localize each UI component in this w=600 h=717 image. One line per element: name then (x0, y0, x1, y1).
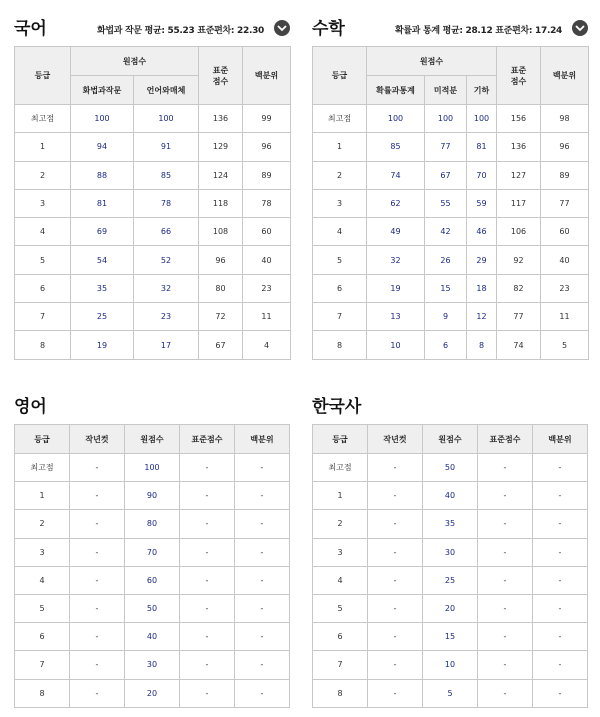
cell-raw-sub3: 46 (467, 218, 497, 246)
history-panel (312, 388, 588, 708)
cell-grade: 4 (313, 566, 368, 594)
cell-std: - (478, 623, 533, 651)
cell-std: 156 (497, 105, 541, 133)
table-row (15, 274, 291, 302)
cell-raw-sub1: 19 (367, 274, 425, 302)
table-row (313, 303, 589, 331)
cell-raw: 80 (125, 510, 180, 538)
english-table (14, 424, 290, 708)
cell-raw-sub1: 19 (71, 331, 134, 359)
cell-cut: - (70, 679, 125, 707)
math-header (312, 10, 588, 46)
cell-pct: - (235, 679, 290, 707)
chevron-down-icon[interactable] (274, 20, 290, 36)
cell-pct: - (235, 651, 290, 679)
cell-raw: 60 (125, 566, 180, 594)
cell-raw: 40 (423, 482, 478, 510)
cell-pct: - (235, 510, 290, 538)
cell-std: 77 (497, 303, 541, 331)
table-row (313, 331, 589, 359)
table-row (15, 623, 290, 651)
cell-raw-sub2: 55 (425, 189, 467, 217)
cell-raw-sub1: 35 (71, 274, 134, 302)
cell-std: 96 (199, 246, 243, 274)
cell-raw-sub1: 32 (367, 246, 425, 274)
cell-pct: - (533, 566, 588, 594)
cell-std: - (478, 679, 533, 707)
header-sub2: 미적분 (425, 76, 467, 105)
cell-raw-sub3: 100 (467, 105, 497, 133)
cell-raw: 35 (423, 510, 478, 538)
cell-std: 82 (497, 274, 541, 302)
cell-raw-sub2: 32 (134, 274, 199, 302)
cell-cut: - (368, 679, 423, 707)
cell-std: 72 (199, 303, 243, 331)
table-row (313, 482, 588, 510)
header-pct: 백분위 (541, 47, 589, 105)
header-pct: 백분위 (235, 425, 290, 454)
cell-std: 136 (497, 133, 541, 161)
table-row (15, 482, 290, 510)
cell-pct: - (533, 679, 588, 707)
cell-pct: - (235, 566, 290, 594)
cell-raw-sub1: 62 (367, 189, 425, 217)
history-title: 한국사 (312, 397, 362, 417)
cell-pct: - (533, 651, 588, 679)
cell-raw-sub3: 70 (467, 161, 497, 189)
cell-raw-sub1: 100 (367, 105, 425, 133)
table-row (15, 454, 290, 482)
cell-grade: 6 (15, 623, 70, 651)
table-row (313, 679, 588, 707)
cell-grade: 3 (313, 538, 368, 566)
math-table (312, 46, 589, 360)
cell-std: - (180, 538, 235, 566)
header-sub3: 기하 (467, 76, 497, 105)
cell-raw-sub1: 25 (71, 303, 134, 331)
cell-grade: 최고점 (313, 454, 368, 482)
cell-grade: 8 (313, 331, 367, 359)
cell-std: - (478, 566, 533, 594)
cell-pct: - (235, 454, 290, 482)
table-row (15, 246, 291, 274)
cell-grade: 2 (15, 510, 70, 538)
header-raw: 원점수 (423, 425, 478, 454)
cell-raw: 15 (423, 623, 478, 651)
chevron-down-icon[interactable] (572, 20, 588, 36)
cell-raw-sub1: 54 (71, 246, 134, 274)
cell-pct: - (533, 510, 588, 538)
cell-raw-sub2: 52 (134, 246, 199, 274)
cell-pct: 99 (243, 105, 291, 133)
cell-pct: - (235, 623, 290, 651)
cell-cut: - (70, 538, 125, 566)
cell-raw-sub2: 91 (134, 133, 199, 161)
header-grade: 등급 (15, 47, 71, 105)
cell-pct: - (533, 623, 588, 651)
cell-grade: 7 (15, 303, 71, 331)
cell-cut: - (368, 566, 423, 594)
cell-std: 108 (199, 218, 243, 246)
cell-grade: 1 (15, 482, 70, 510)
cell-std: - (478, 651, 533, 679)
cell-grade: 6 (313, 274, 367, 302)
cell-raw-sub3: 12 (467, 303, 497, 331)
cell-grade: 2 (15, 161, 71, 189)
table-row (313, 274, 589, 302)
table-row (313, 538, 588, 566)
cell-raw-sub2: 15 (425, 274, 467, 302)
cell-grade: 3 (313, 189, 367, 217)
cell-std: - (180, 679, 235, 707)
cell-raw: 10 (423, 651, 478, 679)
cell-std: 124 (199, 161, 243, 189)
table-row (15, 538, 290, 566)
cell-raw: 30 (423, 538, 478, 566)
table-row (15, 189, 291, 217)
cell-grade: 8 (15, 679, 70, 707)
cell-pct: 96 (541, 133, 589, 161)
cell-raw-sub2: 9 (425, 303, 467, 331)
cell-grade: 6 (15, 274, 71, 302)
cell-pct: 77 (541, 189, 589, 217)
cell-raw: 100 (125, 454, 180, 482)
cell-std: 106 (497, 218, 541, 246)
cell-cut: - (368, 482, 423, 510)
cell-raw: 70 (125, 538, 180, 566)
english-panel (14, 388, 290, 708)
cell-grade: 6 (313, 623, 368, 651)
table-row (313, 133, 589, 161)
cell-grade: 5 (313, 594, 368, 622)
header-std: 표준 점수 (497, 47, 541, 105)
cell-raw: 5 (423, 679, 478, 707)
math-title: 수학 (312, 19, 345, 39)
cell-pct: - (533, 594, 588, 622)
cell-grade: 7 (313, 651, 368, 679)
cell-grade: 3 (15, 189, 71, 217)
cell-raw-sub2: 23 (134, 303, 199, 331)
cell-raw-sub2: 85 (134, 161, 199, 189)
cell-raw: 25 (423, 566, 478, 594)
cell-grade: 7 (313, 303, 367, 331)
cell-std: - (180, 510, 235, 538)
cell-grade: 8 (15, 331, 71, 359)
korean-stats: 화법과 작문 평균: 55.23 표준편차: 22.30 (96, 26, 264, 36)
cell-std: 80 (199, 274, 243, 302)
cell-grade: 8 (313, 679, 368, 707)
cell-raw-sub3: 29 (467, 246, 497, 274)
cell-raw: 50 (423, 454, 478, 482)
cell-cut: - (70, 651, 125, 679)
cell-pct: - (235, 594, 290, 622)
cell-std: - (180, 594, 235, 622)
history-header (312, 388, 588, 424)
cell-raw: 90 (125, 482, 180, 510)
cell-std: - (478, 454, 533, 482)
table-row (313, 623, 588, 651)
header-sub1: 확률과통계 (367, 76, 425, 105)
cell-grade: 최고점 (15, 105, 71, 133)
cell-pct: 5 (541, 331, 589, 359)
cell-pct: - (235, 538, 290, 566)
cell-pct: 98 (541, 105, 589, 133)
english-title: 영어 (14, 397, 47, 417)
cell-cut: - (70, 623, 125, 651)
cell-pct: 78 (243, 189, 291, 217)
cell-pct: 96 (243, 133, 291, 161)
korean-header (14, 10, 290, 46)
table-row (15, 331, 291, 359)
cell-raw-sub2: 67 (425, 161, 467, 189)
header-grade: 등급 (313, 47, 367, 105)
cell-std: 129 (199, 133, 243, 161)
cell-cut: - (368, 594, 423, 622)
table-row (15, 594, 290, 622)
header-grade: 등급 (313, 425, 368, 454)
cell-std: - (180, 454, 235, 482)
cell-std: 118 (199, 189, 243, 217)
cell-std: 127 (497, 161, 541, 189)
cell-grade: 3 (15, 538, 70, 566)
cell-pct: 40 (243, 246, 291, 274)
cell-std: - (478, 482, 533, 510)
cell-raw-sub2: 100 (134, 105, 199, 133)
table-row (15, 218, 291, 246)
cell-pct: 23 (243, 274, 291, 302)
table-row (15, 651, 290, 679)
cell-cut: - (70, 594, 125, 622)
cell-grade: 5 (15, 246, 71, 274)
header-sub2: 언어와매체 (134, 76, 199, 105)
cell-cut: - (70, 454, 125, 482)
cell-grade: 5 (313, 246, 367, 274)
cell-pct: - (533, 482, 588, 510)
header-cut: 작년컷 (368, 425, 423, 454)
header-std: 표준점수 (478, 425, 533, 454)
cell-cut: - (70, 566, 125, 594)
korean-title: 국어 (14, 19, 47, 39)
cell-pct: - (235, 482, 290, 510)
cell-raw-sub2: 17 (134, 331, 199, 359)
table-row (313, 566, 588, 594)
cell-std: 67 (199, 331, 243, 359)
cell-pct: 60 (541, 218, 589, 246)
cell-pct: 11 (243, 303, 291, 331)
cell-pct: 23 (541, 274, 589, 302)
cell-pct: 60 (243, 218, 291, 246)
cell-std: - (478, 594, 533, 622)
header-pct: 백분위 (533, 425, 588, 454)
cell-cut: - (70, 482, 125, 510)
cell-std: 92 (497, 246, 541, 274)
cell-std: - (180, 651, 235, 679)
cell-raw: 30 (125, 651, 180, 679)
table-row (15, 679, 290, 707)
cell-std: 74 (497, 331, 541, 359)
table-row (313, 510, 588, 538)
header-raw: 원점수 (367, 47, 497, 76)
header-grade: 등급 (15, 425, 70, 454)
header-std: 표준점수 (180, 425, 235, 454)
cell-pct: 40 (541, 246, 589, 274)
table-row (15, 566, 290, 594)
cell-raw-sub1: 85 (367, 133, 425, 161)
header-std: 표준 점수 (199, 47, 243, 105)
table-row (313, 246, 589, 274)
cell-grade: 최고점 (15, 454, 70, 482)
cell-raw-sub2: 42 (425, 218, 467, 246)
cell-std: - (180, 482, 235, 510)
cell-raw-sub3: 59 (467, 189, 497, 217)
cell-pct: 89 (243, 161, 291, 189)
cell-raw-sub1: 69 (71, 218, 134, 246)
cell-grade: 2 (313, 510, 368, 538)
cell-std: 136 (199, 105, 243, 133)
cell-raw-sub1: 13 (367, 303, 425, 331)
cell-std: - (180, 623, 235, 651)
history-table (312, 424, 588, 708)
cell-raw-sub2: 78 (134, 189, 199, 217)
table-row (15, 133, 291, 161)
table-row (15, 510, 290, 538)
table-row (15, 161, 291, 189)
math-stats: 확률과 통계 평균: 28.12 표준편차: 17.24 (394, 26, 562, 36)
cell-raw-sub2: 6 (425, 331, 467, 359)
table-row (313, 651, 588, 679)
cell-raw: 20 (423, 594, 478, 622)
table-row (313, 594, 588, 622)
cell-grade: 2 (313, 161, 367, 189)
cell-std: - (478, 538, 533, 566)
cell-grade: 5 (15, 594, 70, 622)
cell-grade: 1 (15, 133, 71, 161)
cell-raw-sub2: 77 (425, 133, 467, 161)
english-header (14, 388, 290, 424)
cell-raw-sub1: 88 (71, 161, 134, 189)
cell-grade: 최고점 (313, 105, 367, 133)
table-row (313, 218, 589, 246)
cell-raw-sub1: 100 (71, 105, 134, 133)
header-pct: 백분위 (243, 47, 291, 105)
cell-cut: - (368, 651, 423, 679)
header-sub1: 화법과작문 (71, 76, 134, 105)
cell-std: - (478, 510, 533, 538)
cell-pct: 89 (541, 161, 589, 189)
table-row (313, 189, 589, 217)
table-row (15, 303, 291, 331)
cell-raw-sub1: 94 (71, 133, 134, 161)
cell-pct: 4 (243, 331, 291, 359)
cell-raw-sub3: 8 (467, 331, 497, 359)
header-raw: 원점수 (125, 425, 180, 454)
cell-raw-sub2: 26 (425, 246, 467, 274)
cell-std: 117 (497, 189, 541, 217)
cell-raw: 20 (125, 679, 180, 707)
cell-raw-sub1: 10 (367, 331, 425, 359)
cell-raw-sub1: 81 (71, 189, 134, 217)
cell-cut: - (70, 510, 125, 538)
cell-cut: - (368, 538, 423, 566)
cell-pct: - (533, 454, 588, 482)
table-row (313, 161, 589, 189)
cell-pct: - (533, 538, 588, 566)
cell-cut: - (368, 454, 423, 482)
cell-grade: 7 (15, 651, 70, 679)
cell-raw: 40 (125, 623, 180, 651)
korean-table (14, 46, 291, 360)
header-raw: 원점수 (71, 47, 199, 76)
cell-raw-sub3: 18 (467, 274, 497, 302)
math-panel (312, 10, 588, 360)
cell-grade: 1 (313, 133, 367, 161)
table-row (313, 454, 588, 482)
cell-raw-sub1: 49 (367, 218, 425, 246)
header-cut: 작년컷 (70, 425, 125, 454)
cell-grade: 1 (313, 482, 368, 510)
cell-raw: 50 (125, 594, 180, 622)
cell-raw-sub1: 74 (367, 161, 425, 189)
cell-pct: 11 (541, 303, 589, 331)
cell-cut: - (368, 623, 423, 651)
cell-grade: 4 (15, 566, 70, 594)
table-row (15, 105, 291, 133)
cell-grade: 4 (313, 218, 367, 246)
cell-cut: - (368, 510, 423, 538)
cell-std: - (180, 566, 235, 594)
cell-grade: 4 (15, 218, 71, 246)
korean-panel (14, 10, 290, 360)
cell-raw-sub2: 100 (425, 105, 467, 133)
cell-raw-sub3: 81 (467, 133, 497, 161)
cell-raw-sub2: 66 (134, 218, 199, 246)
table-row (313, 105, 589, 133)
